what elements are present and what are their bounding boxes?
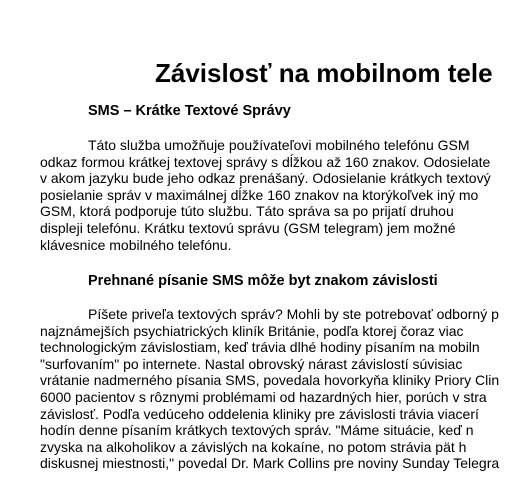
paragraph-line: závislosť. Podľa vedúceho oddelenia kliniky pre závislosti trávia viacerí [40,405,479,422]
section-heading-sms: SMS – Krátke Textové Správy [88,103,291,119]
paragraph-line: posielanie správ v maximálnej dĺžke 160 znakov na ktorýkoľvek iný mo [40,186,479,203]
section-heading-addiction: Prehnané písanie SMS môže byt znakom závislosti [88,273,438,289]
paragraph-line: 6000 pacientov s rôznymi problémami od hazardných hier, porúch v stra [40,388,487,405]
paragraph-line: najznámejších psychiatrických kliník Británie, podľa ktorej čoraz viac [40,322,464,339]
paragraph-line: zvyska na alkoholikov a závislých na kokaíne, no potom strávia pät h [40,438,467,455]
paragraph-line: vrátanie nadmerného písania SMS, povedala hovorkyňa kliniky Priory Clin [40,372,500,389]
paragraph-addiction [40,306,499,472]
paragraph-line: diskusnej miestnosti," povedal Dr. Mark Collins pre noviny Sunday Telegra [40,455,500,472]
page-title: Závislosť na mobilnom tele [155,58,493,88]
paragraph-line: hodín denne písaním krátkych textových správ. "Máme situácie, keď n [40,422,474,439]
paragraph-line: Táto služba umožňuje používateľovi mobilného telefónu GSM [88,137,470,153]
paragraph-line: "surfovaním" po internete. Nastal obrovský nárast závislostí súvisiac [40,355,463,372]
paragraph-sms-description [40,137,491,253]
paragraph-line: displeji telefónu. Krátku textovú správu (GSM telegram) jem možné [40,219,456,236]
paragraph-line: GSM, ktorá podporuje túto službu. Táto správa sa po prijatí druhou [40,203,454,220]
paragraph-line: technologickým závislostiam, keď trávia dlhé hodiny písaním na mobiln [40,339,480,356]
paragraph-line: odkaz formou krátkej textovej správy s dĺžkou až 160 znakov. Odosielate [40,153,491,170]
paragraph-line: klávesnice mobilného telefónu. [40,236,232,253]
paragraph-line: v akom jazyku bude jeho odkaz prenášaný. Odosielanie krátkych textový [40,170,491,187]
paragraph-line: Píšete priveľa textových správ? Mohli by ste potrebovať odborný p [88,306,499,322]
